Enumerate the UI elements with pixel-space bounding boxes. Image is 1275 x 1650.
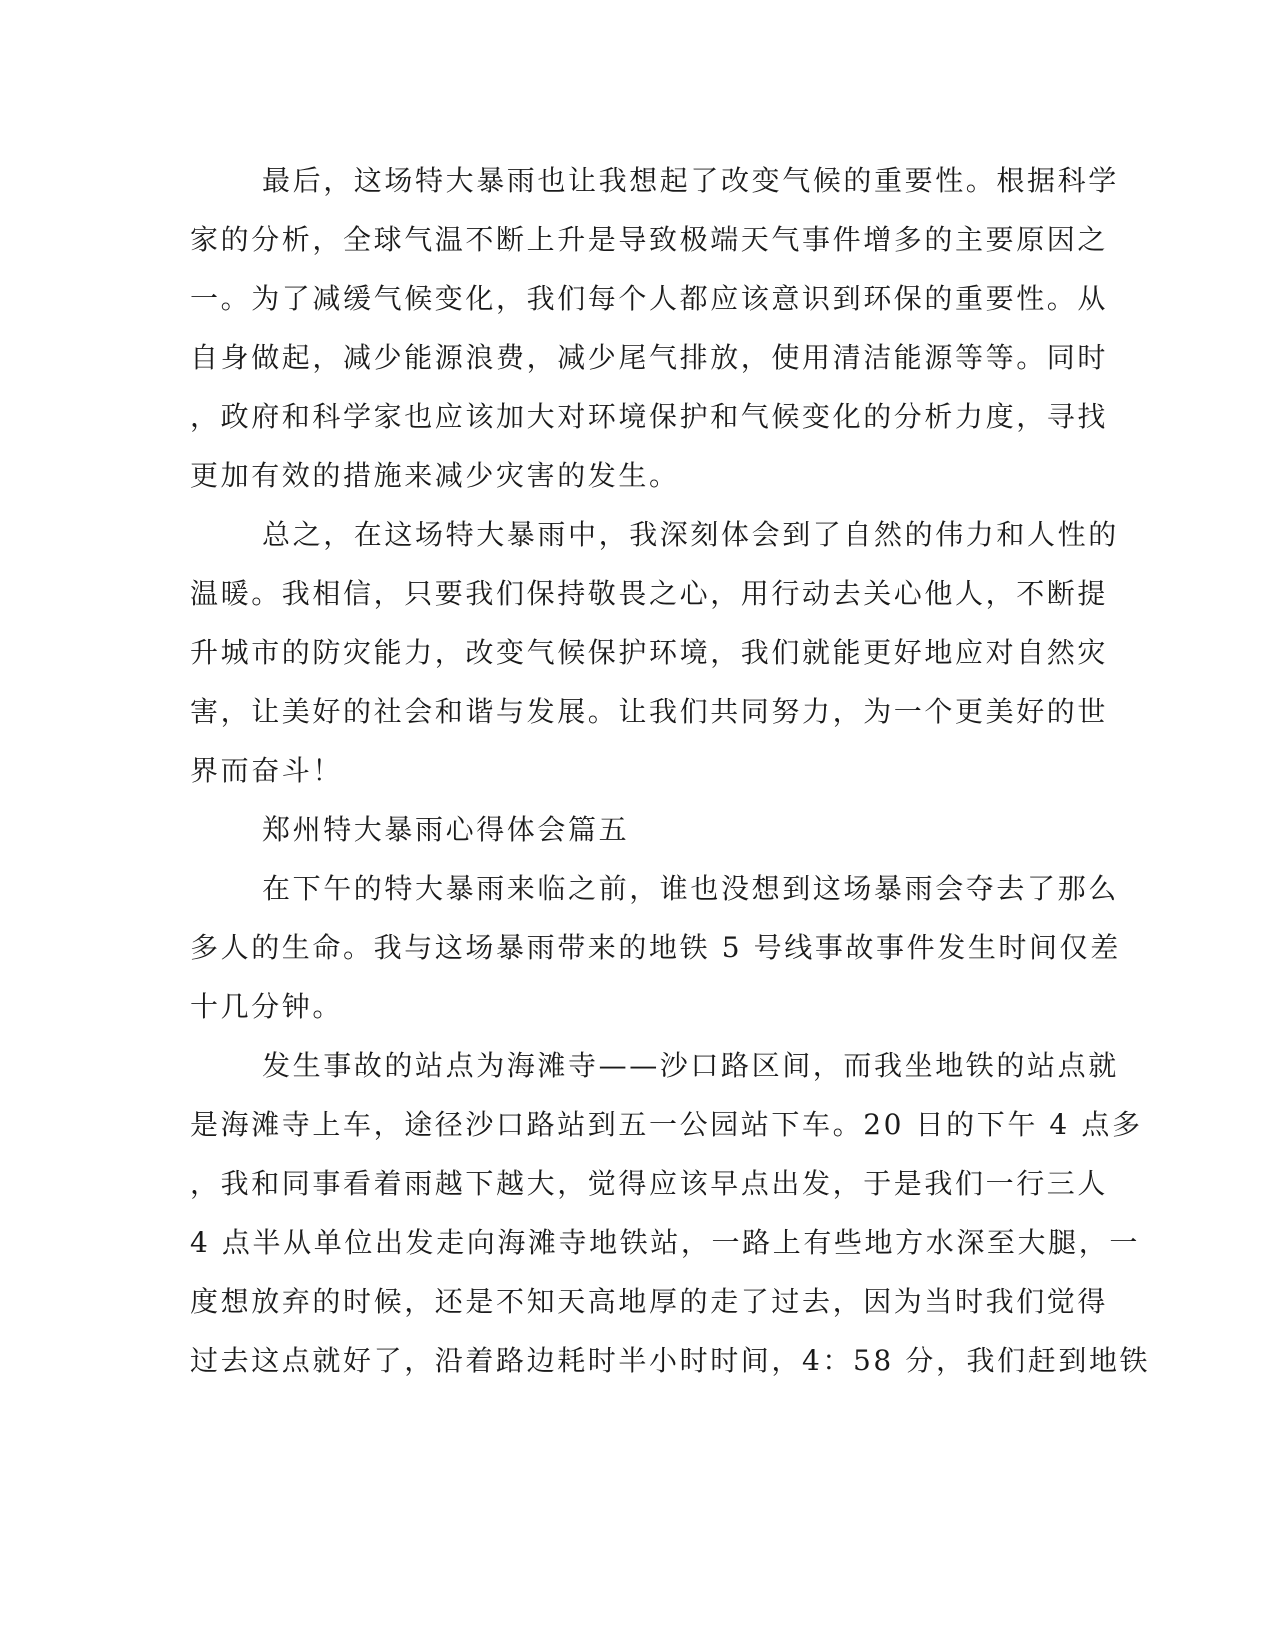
text-line: ，政府和科学家也应该加大对环境保护和气候变化的分析力度，寻找	[190, 400, 1109, 433]
text-line: ，我和同事看着雨越下越大，觉得应该早点出发，于是我们一行三人	[190, 1167, 1109, 1200]
text-line: 家的分析，全球气温不断上升是导致极端天气事件增多的主要原因之	[190, 223, 1109, 256]
text-line: 过去这点就好了，沿着路边耗时半小时时间，4：58 分，我们赶到地铁	[190, 1344, 1151, 1377]
text-line: 害，让美好的社会和谐与发展。让我们共同努力，为一个更美好的世	[190, 695, 1109, 728]
text-line: 更加有效的措施来减少灾害的发生。	[190, 459, 680, 492]
text-line: 4 点半从单位出发走向海滩寺地铁站，一路上有些地方水深至大腿，一	[190, 1226, 1140, 1259]
text-line: 多人的生命。我与这场暴雨带来的地铁 5 号线事故事件发生时间仅差	[190, 931, 1121, 964]
text-line: 一。为了减缓气候变化，我们每个人都应该意识到环保的重要性。从	[190, 282, 1109, 315]
text-line: 最后，这场特大暴雨也让我想起了改变气候的重要性。根据科学	[262, 164, 1119, 197]
text-line: 发生事故的站点为海滩寺——沙口路区间，而我坐地铁的站点就	[262, 1049, 1119, 1082]
text-line: 总之，在这场特大暴雨中，我深刻体会到了自然的伟力和人性的	[262, 518, 1119, 551]
text-line: 度想放弃的时候，还是不知天高地厚的走了过去，因为当时我们觉得	[190, 1285, 1109, 1318]
text-line: 升城市的防灾能力，改变气候保护环境，我们就能更好地应对自然灾	[190, 636, 1109, 669]
text-line: 界而奋斗！	[190, 754, 344, 787]
text-line: 十几分钟。	[190, 990, 344, 1023]
text-line: 是海滩寺上车，途径沙口路站到五一公园站下车。20 日的下午 4 点多	[190, 1108, 1143, 1141]
text-line: 温暖。我相信，只要我们保持敬畏之心，用行动去关心他人，不断提	[190, 577, 1109, 610]
section-heading: 郑州特大暴雨心得体会篇五	[262, 813, 630, 846]
text-line: 在下午的特大暴雨来临之前，谁也没想到这场暴雨会夺去了那么	[262, 872, 1119, 905]
text-line: 自身做起，减少能源浪费，减少尾气排放，使用清洁能源等等。同时	[190, 341, 1109, 374]
